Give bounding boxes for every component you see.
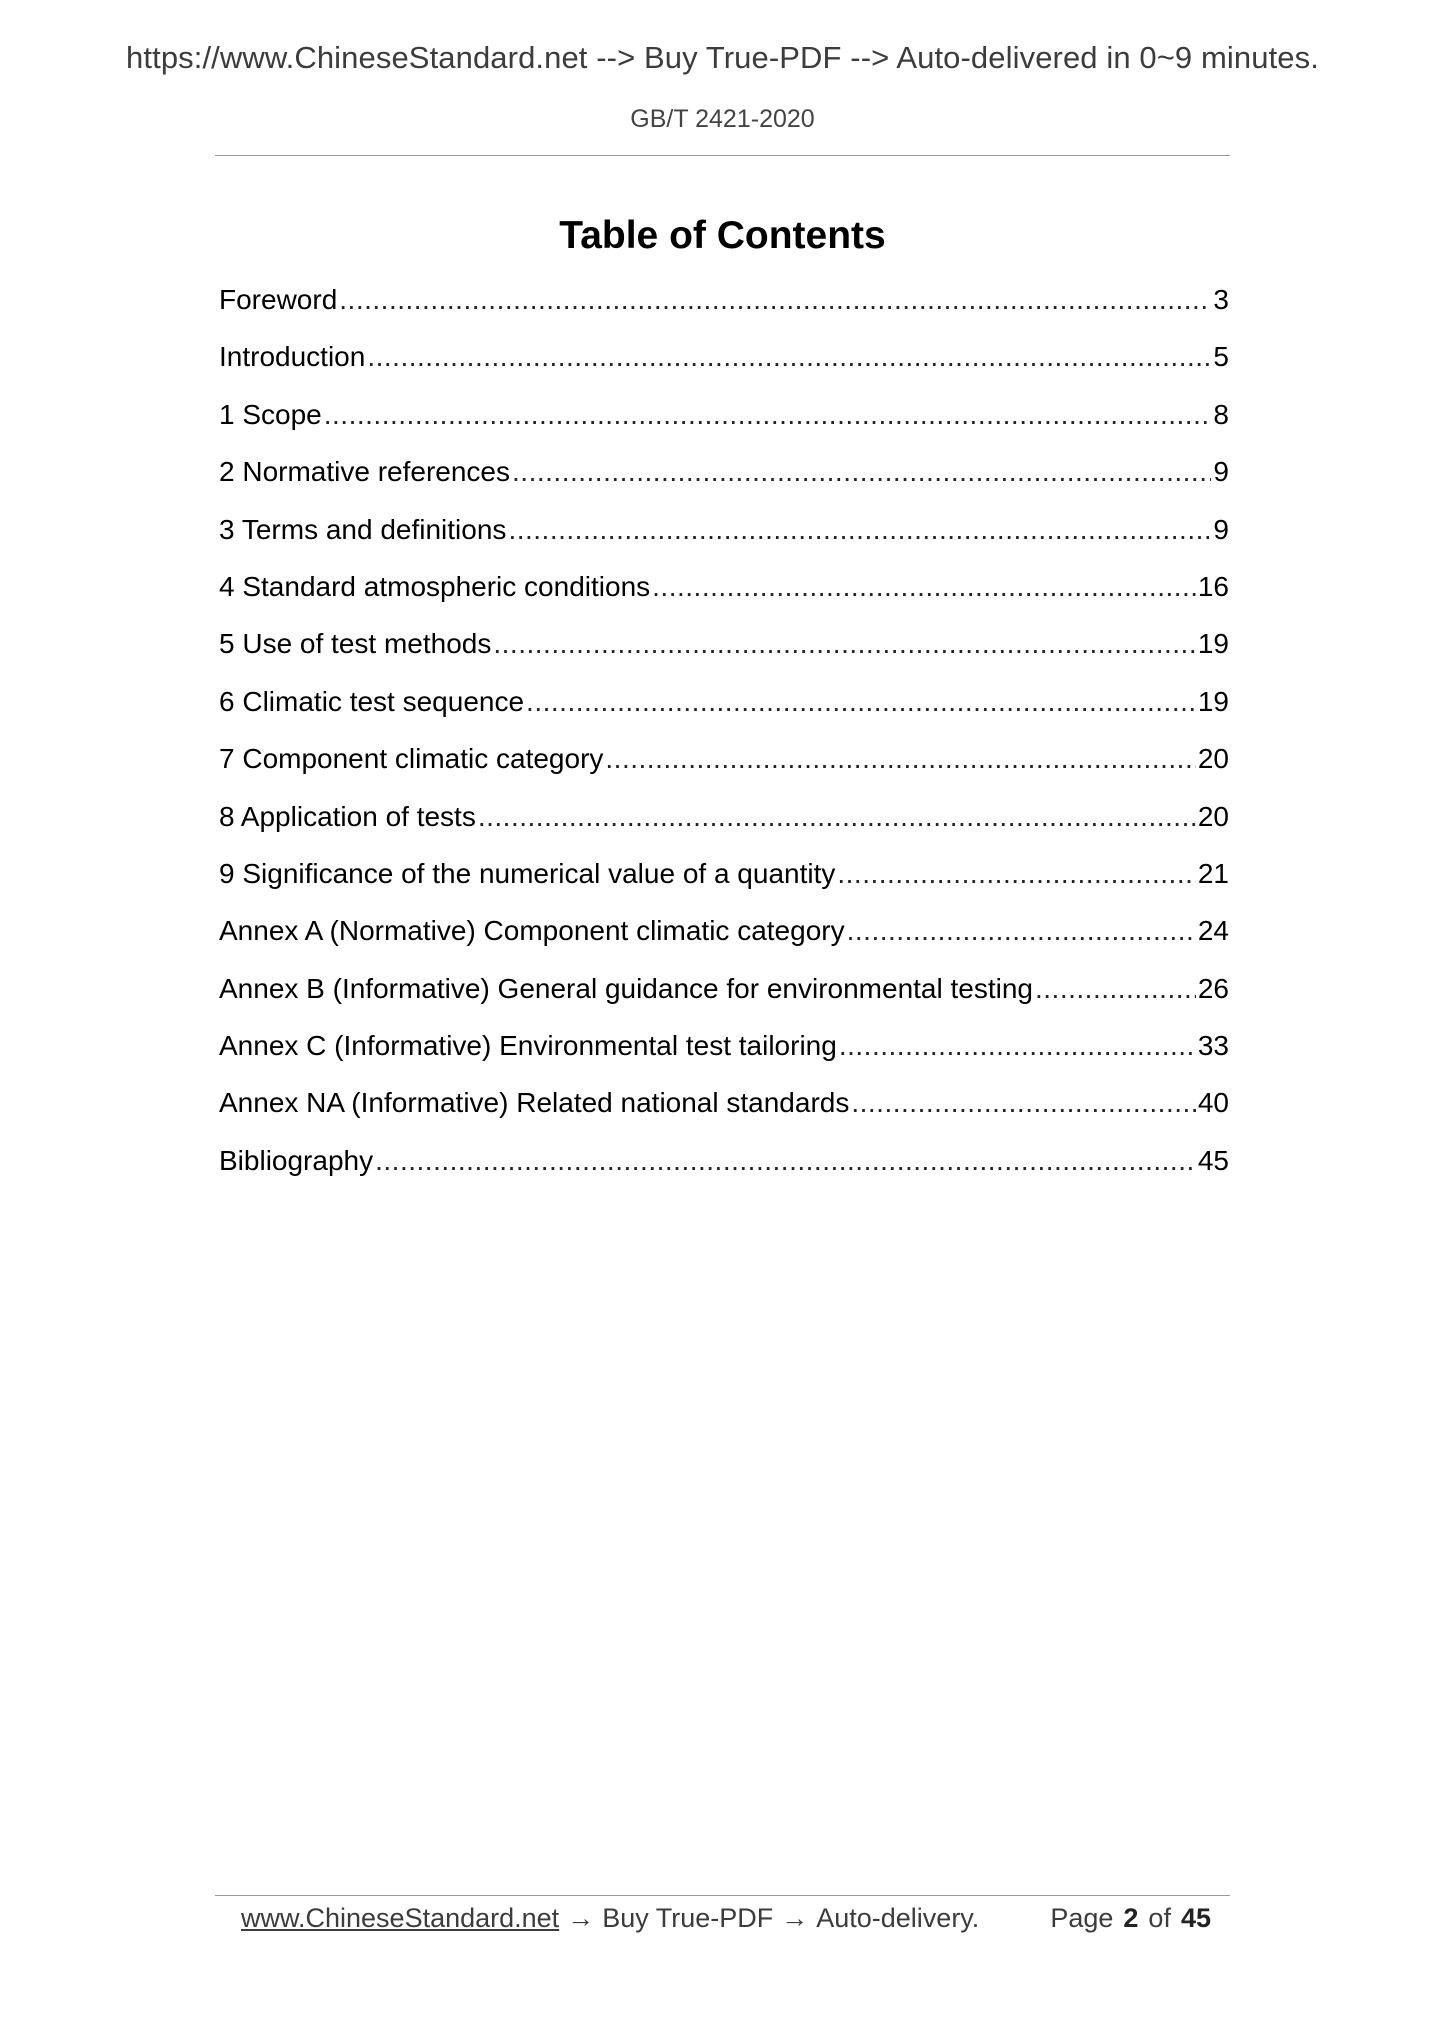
toc-dot-leader (478, 801, 1196, 833)
toc-entry[interactable] (219, 514, 1229, 571)
toc-entry-label: 2 Normative references (219, 456, 511, 488)
toc-entry[interactable] (219, 801, 1229, 858)
toc-entry[interactable] (219, 686, 1229, 743)
toc-entry[interactable] (219, 858, 1229, 915)
toc-entry[interactable] (219, 973, 1229, 1030)
toc-entry-page: 33 (1197, 1030, 1229, 1062)
arrow-right-icon: → (567, 1903, 595, 1933)
toc-entry[interactable] (219, 915, 1229, 972)
toc-dot-leader (839, 1030, 1196, 1062)
toc-dot-leader (508, 514, 1211, 546)
arrow-right-icon: → (781, 1903, 809, 1933)
toc-entry[interactable] (219, 743, 1229, 800)
toc-entry-label: 4 Standard atmospheric conditions (219, 570, 651, 602)
toc-entry-label: Introduction (219, 341, 366, 373)
toc-dot-leader (1035, 973, 1196, 1005)
toc-dot-leader (339, 284, 1211, 316)
table-of-contents (219, 284, 1229, 1202)
toc-entry-page: 9 (1213, 513, 1229, 545)
current-page-number: 2 (1123, 1903, 1139, 1933)
toc-entry-label: Annex B (Informative) General guidance for environmental testing (219, 972, 1033, 1004)
toc-entry-page: 8 (1213, 398, 1229, 430)
toc-entry-page: 20 (1197, 743, 1229, 775)
toc-entry-label: 6 Climatic test sequence (219, 685, 525, 717)
toc-entry-label: 5 Use of test methods (219, 628, 492, 660)
footer-delivery-text: Auto-delivery. (816, 1903, 980, 1933)
toc-dot-leader (375, 1145, 1196, 1177)
footer-site-link[interactable]: www.ChineseStandard.net (241, 1903, 560, 1933)
toc-entry-label: 9 Significance of the numerical value of a quantity (219, 857, 836, 889)
toc-entry-label: Annex NA (Informative) Related national standards (219, 1087, 850, 1119)
toc-entry-label: 8 Application of tests (219, 800, 476, 832)
toc-entry[interactable] (219, 284, 1229, 341)
toc-entry-page: 24 (1197, 915, 1229, 947)
toc-entry[interactable] (219, 1030, 1229, 1087)
toc-entry-page: 5 (1213, 341, 1229, 373)
toc-entry[interactable] (219, 571, 1229, 628)
toc-dot-leader (324, 399, 1212, 431)
toc-dot-leader (847, 915, 1196, 947)
toc-entry-page: 19 (1197, 685, 1229, 717)
toc-entry[interactable] (219, 399, 1229, 456)
page-word: Page (1050, 1903, 1114, 1933)
toc-entry-page: 20 (1197, 800, 1229, 832)
toc-dot-leader (652, 571, 1196, 603)
page-footer (241, 1903, 1211, 1934)
header-divider (215, 155, 1230, 156)
toc-entry-page: 45 (1197, 1144, 1229, 1176)
footer-buy-text: Buy True-PDF (602, 1903, 774, 1933)
toc-entry-page: 21 (1197, 857, 1229, 889)
footer-divider (215, 1895, 1230, 1896)
standard-code: GB/T 2421-2020 (630, 105, 815, 133)
toc-entry[interactable] (219, 1145, 1229, 1202)
total-pages: 45 (1180, 1903, 1211, 1933)
toc-entry-label: Bibliography (219, 1144, 374, 1176)
toc-entry-page: 16 (1197, 570, 1229, 602)
toc-title: Table of Contents (559, 214, 886, 257)
toc-entry[interactable] (219, 456, 1229, 513)
toc-entry[interactable] (219, 341, 1229, 398)
toc-entry-page: 40 (1197, 1087, 1229, 1119)
of-word: of (1148, 1903, 1171, 1933)
toc-dot-leader (367, 341, 1211, 373)
toc-entry-page: 9 (1213, 456, 1229, 488)
toc-dot-leader (526, 686, 1196, 718)
toc-entry[interactable] (219, 1087, 1229, 1144)
toc-entry-label: Annex C (Informative) Environmental test tailoring (219, 1030, 837, 1062)
toc-dot-leader (493, 628, 1195, 660)
toc-dot-leader (605, 743, 1195, 775)
toc-entry-label: 1 Scope (219, 398, 322, 430)
toc-entry-label: 3 Terms and definitions (219, 513, 507, 545)
toc-dot-leader (512, 456, 1211, 488)
toc-entry-label: 7 Component climatic category (219, 743, 604, 775)
toc-dot-leader (837, 858, 1195, 890)
toc-entry-label: Annex A (Normative) Component climatic category (219, 915, 845, 947)
top-banner: https://www.ChineseStandard.net --> Buy True-PDF --> Auto-delivered in 0~9 minutes. (126, 40, 1319, 75)
toc-dot-leader (851, 1087, 1196, 1119)
toc-entry-label: Foreword (219, 284, 338, 315)
toc-entry-page: 26 (1197, 972, 1229, 1004)
toc-entry-page: 19 (1197, 628, 1229, 660)
toc-entry[interactable] (219, 628, 1229, 685)
toc-entry-page: 3 (1213, 284, 1229, 315)
